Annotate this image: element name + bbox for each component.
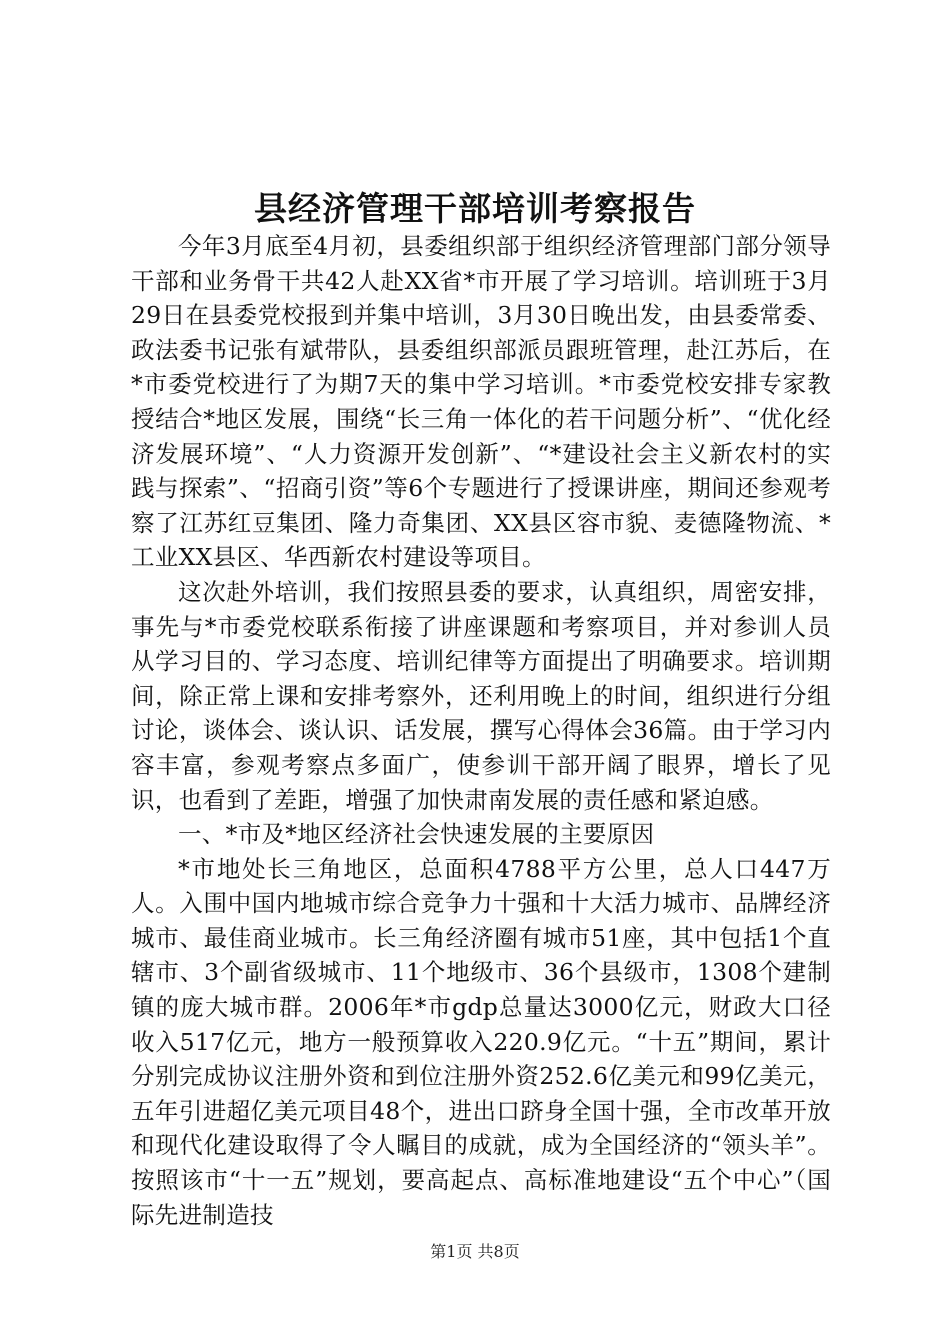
document-body xyxy=(131,229,831,1232)
paragraph-city-overview: *市地处长三角地区，总面积4788平方公里，总人口447万人。入围中国内地城市综合竞争力十强和十大活力城市、品牌经济城市、最佳商业城市。长三角经济圈有城市51座，其中包括1个直辖市、3个副省级城市、11个地级市、36个县级市，1308个建制镇的庞大城市群。2006年*市gdp总量达3000亿元，财政大口径收入517亿元，地方一般预算收入220.9亿元。“十五”期间，累计分别完成协议注册外资和到位注册外资252.6亿美元和99亿美元，五年引进超亿美元项目48个，进出口跻身全国十强，全市改革开放和现代化建设取得了令人瞩目的成就，成为全国经济的“领头羊”。按照该市“十一五”规划，要高起点、高标准地建设“五个中心”（国际先进制造技 xyxy=(131,854,831,1229)
page-number-footer: 第1页 共8页 xyxy=(430,1242,520,1261)
document-title: 县经济管理干部培训考察报告 xyxy=(254,189,696,228)
section-heading: 一、*市及*地区经济社会快速发展的主要原因 xyxy=(178,820,655,849)
paragraph-intro: 今年3月底至4月初，县委组织部于组织经济管理部门部分领导干部和业务骨干共42人赴XX省*市开展了学习培训。培训班于3月29日在县委党校报到并集中培训，3月30日晚出发，由县委常委、政法委书记张有斌带队，县委组织部派员跟班管理，赴江苏后，在*市委党校进行了为期7天的集中学习培训。*市委党校安排专家教授结合*地区发展，围绕“长三角一体化的若干问题分析”、“优化经济发展环境”、“人力资源开发创新”、“*建设社会主义新农村的实践与探索”、“招商引资”等6个专题进行了授课讲座，期间还参观考察了江苏红豆集团、隆力奇集团、XX县区容市貌、麦德隆物流、*工业XX县区、华西新农村建设等项目。 xyxy=(131,232,831,572)
paragraph-training-arrangement: 这次赴外培训，我们按照县委的要求，认真组织，周密安排，事先与*市委党校联系衔接了讲座课题和考察项目，并对参训人员从学习目的、学习态度、培训纪律等方面提出了明确要求。培训期间，除正常上课和安排考察外，还利用晚上的时间，组织进行分组讨论，谈体会、谈认识、话发展，撰写心得体会36篇。由于学习内容丰富，参观考察点多面广，使参训干部开阔了眼界，增长了见识，也看到了差距，增强了加快肃南发展的责任感和紧迫感。 xyxy=(131,577,831,814)
